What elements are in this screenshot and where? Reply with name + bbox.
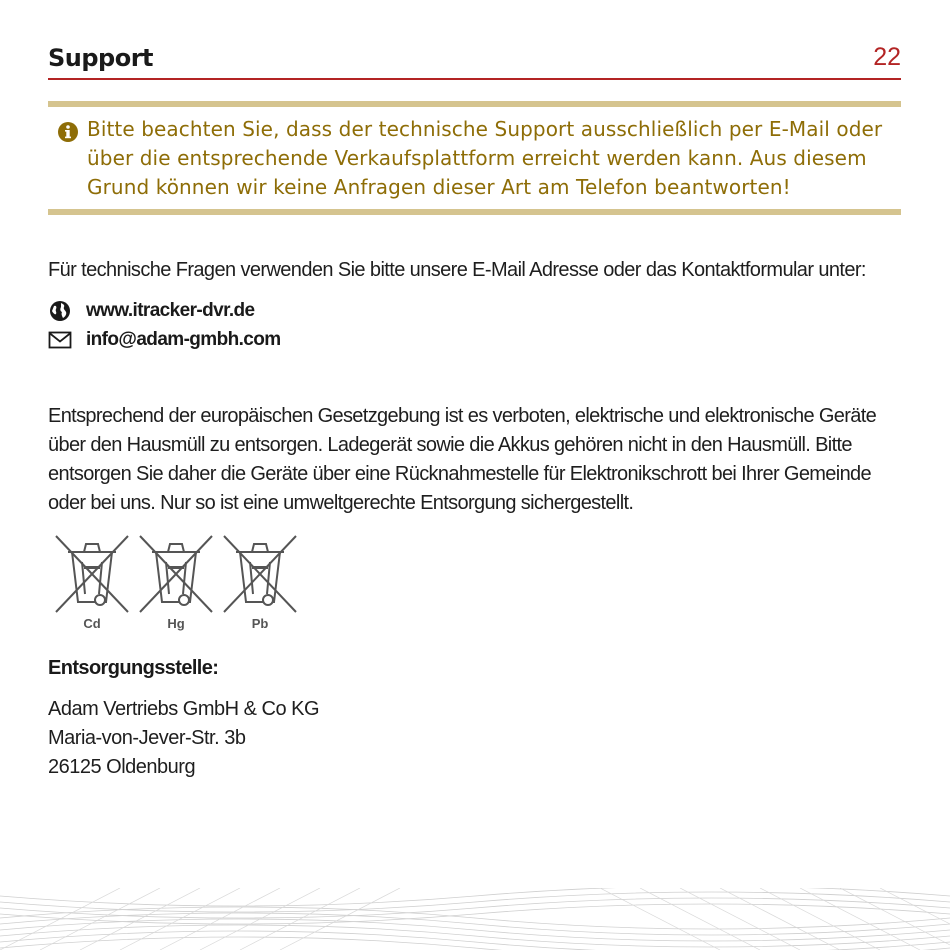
notice-line: Grund können wir keine Anfragen dieser Art am Telefon beantworten! [87,175,791,199]
crossed-out-bin-icon [52,532,132,636]
envelope-icon [48,329,72,351]
crossed-out-bin-icon [220,532,300,636]
notice-text [87,115,897,202]
address-line: Maria-von-Jever-Str. 3b [48,727,246,749]
legal-line: entsorgen Sie daher die Geräte über eine Rücknahmestelle für Elektronikschrott bei Ihrer Gemeinde [48,463,871,485]
disposal-heading: Entsorgungsstelle: [48,657,219,679]
email-link[interactable]: info@adam-gmbh.com [86,329,281,350]
crossed-out-bin-icon [136,532,216,636]
bin-label: Cd [83,616,101,631]
page-title: Support [48,44,154,72]
page-header [48,40,901,80]
globe-icon [48,300,72,322]
intro-text: Für technische Fragen verwenden Sie bitte unsere E-Mail Adresse oder das Kontaktformular unter: [48,259,866,281]
bin-label: Pb [251,616,269,631]
notice-line: Bitte beachten Sie, dass der technische Support ausschließlich per E-Mail oder [87,117,883,141]
address-line: Adam Vertriebs GmbH & Co KG [48,698,320,720]
notice-line: über die entsprechende Verkaufsplattform erreicht werden kann. Aus diesem [87,146,867,170]
support-notice [48,101,901,215]
disposal-address [48,695,319,782]
info-circle-icon [58,122,78,142]
page-number: 22 [873,43,901,71]
website-link[interactable]: www.itracker-dvr.de [86,300,255,321]
address-line: 26125 Oldenburg [48,756,196,778]
legal-line: oder bei uns. Nur so ist eine umweltgerechte Entsorgung sichergestellt. [48,492,634,514]
weee-symbols [52,532,302,636]
website-row[interactable] [48,298,254,324]
bin-label: Hg [167,616,185,631]
footer-wave-pattern [0,888,950,950]
email-row[interactable] [48,327,281,353]
legal-line: über den Hausmüll zu entsorgen. Ladegerät sowie die Akkus gehören nicht in den Hausmüll. Bitte [48,434,852,456]
legal-line: Entsprechend der europäischen Gesetzgebung ist es verboten, elektrische und elektronische Geräte [48,405,877,427]
weee-legal-text [48,402,908,518]
